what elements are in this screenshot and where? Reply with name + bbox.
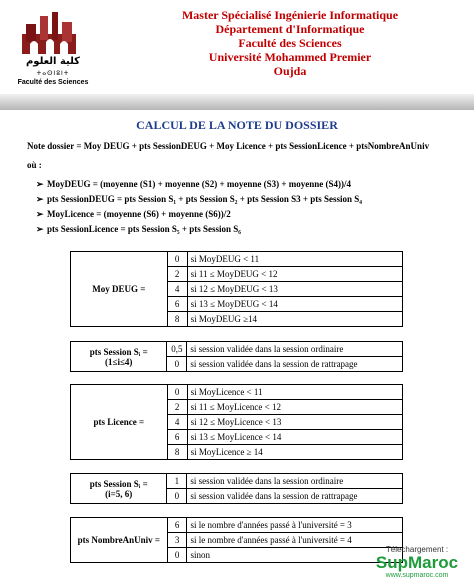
table-cell-value: 4 [167, 415, 187, 430]
table-cell-condition: si session validée dans la session de rattrapage [187, 357, 403, 372]
label-line: pts Session Sᵢ = [89, 478, 148, 489]
list-item [36, 177, 466, 192]
table-cell-value: 6 [167, 518, 187, 533]
logo-arabic-text: كلية العلوم [25, 56, 81, 67]
table-cell-value: 8 [167, 312, 187, 327]
logo-faculty-text: Faculté des Sciences [17, 79, 89, 86]
table-cell-condition: si 11 ≤ MoyDEUG < 12 [187, 267, 402, 282]
table-cell-value: 4 [167, 282, 187, 297]
table-row [71, 474, 403, 489]
header-title-line: Master Spécialisé Ingénierie Informatique [181, 8, 399, 22]
table-row [71, 252, 403, 267]
table-cell-condition: sinon [187, 548, 403, 563]
header-titles [160, 8, 420, 78]
table-row [71, 385, 403, 400]
table-row [71, 518, 403, 533]
supmaroc-watermark[interactable] [362, 545, 472, 579]
table-cell-condition: si 13 ≤ MoyLicence < 14 [187, 430, 402, 445]
watermark-download-text: Télechargement : [385, 545, 449, 554]
table-cell-condition: si session validée dans la session ordinaire [187, 342, 403, 357]
label-line: (1≤i≤4) [105, 356, 133, 367]
session-licence-table [70, 473, 403, 504]
list-item [36, 207, 466, 222]
watermark-brand-text: SupMaroc [375, 553, 459, 572]
table-cell-value: 0 [167, 252, 187, 267]
table-cell-condition: si MoyLicence ≥ 14 [187, 445, 402, 460]
table-cell-condition: si MoyDEUG ≥14 [187, 312, 402, 327]
header-title-line: Université Mohammed Premier [208, 50, 372, 64]
list-item [36, 222, 466, 237]
table-cell-value: 8 [167, 445, 187, 460]
table-cell-condition: si MoyDEUG < 11 [187, 252, 402, 267]
table-cell-condition: si session validée dans la session ordinaire [187, 474, 403, 489]
moy-deug-table [70, 251, 403, 327]
watermark-site-link[interactable]: www.supmaroc.com [385, 572, 449, 579]
moy-deug-label: Moy DEUG = [71, 252, 168, 327]
nombre-an-univ-label: pts NombreAnUniv = [71, 518, 168, 563]
arrow-bullet-icon: ➢ [36, 179, 44, 189]
table-cell-value: 1 [167, 474, 187, 489]
table-cell-value: 0 [167, 489, 187, 504]
table-cell-value: 0 [167, 357, 187, 372]
table-row [71, 342, 403, 357]
intro-formula [27, 137, 457, 175]
faculty-emblem-icon [20, 10, 78, 56]
header-divider-bar [0, 94, 474, 110]
faculty-logo [8, 10, 98, 92]
arrow-bullet-icon: ➢ [36, 194, 44, 204]
session-deug-table [70, 341, 403, 372]
table-cell-condition: si 11 ≤ MoyLicence < 12 [187, 400, 402, 415]
where-text: où : [27, 160, 42, 170]
definition-text: MoyDEUG = (moyenne (S1) + moyenne (S2) + moyenne (S3) + moyenne (S4))/4 [47, 179, 351, 189]
definition-text: pts SessionLicence = pts Session S₅ + pts Session S₆ [47, 224, 241, 234]
table-cell-condition: si session validée dans la session de rattrapage [187, 489, 403, 504]
table-cell-condition: si 12 ≤ MoyDEUG < 13 [187, 282, 402, 297]
table-cell-value: 0 [167, 385, 187, 400]
table-cell-condition: si 13 ≤ MoyDEUG < 14 [187, 297, 402, 312]
header-title-line: Faculté des Sciences [238, 36, 342, 50]
nombre-an-univ-table [70, 517, 403, 563]
table-cell-condition: si 12 ≤ MoyLicence < 13 [187, 415, 402, 430]
list-item [36, 192, 466, 207]
licence-table [70, 384, 403, 460]
table-cell-condition: si le nombre d'années passé à l'université = 3 [187, 518, 403, 533]
formula-text: Note dossier = Moy DEUG + pts SessionDEUG + Moy Licence + pts SessionLicence + ptsNombreAnUniv [27, 141, 430, 151]
table-cell-condition: si le nombre d'années passé à l'université = 4 [187, 533, 403, 548]
header-title-line: Oujda [273, 64, 307, 78]
arrow-bullet-icon: ➢ [36, 224, 44, 234]
definition-text: MoyLicence = (moyenne (S6) + moyenne (S6))/2 [47, 209, 231, 219]
table-cell-value: 6 [167, 430, 187, 445]
session-deug-label [71, 342, 167, 372]
table-cell-value: 2 [167, 267, 187, 282]
label-line: pts Session Sᵢ = [89, 346, 148, 357]
document-header [0, 0, 474, 102]
table-cell-value: 0 [167, 548, 187, 563]
definition-text: pts SessionDEUG = pts Session S₁ + pts Session S₂ + pts Session S3 + pts Session S₄ [47, 194, 362, 204]
licence-label: pts Licence = [71, 385, 168, 460]
logo-tifinagh-text: ⵜⴰⵙⵏⵓⵏⵜ [36, 70, 70, 77]
document-title: CALCUL DE LA NOTE DU DOSSIER [136, 118, 338, 132]
session-licence-label [71, 474, 167, 504]
header-title-line: Département d'Informatique [215, 22, 365, 36]
table-cell-value: 2 [167, 400, 187, 415]
arrow-bullet-icon: ➢ [36, 209, 44, 219]
definitions-list [36, 177, 466, 237]
table-cell-value: 6 [167, 297, 187, 312]
table-cell-condition: si MoyLicence < 11 [187, 385, 402, 400]
table-cell-value: 3 [167, 533, 187, 548]
table-cell-value: 0,5 [167, 342, 187, 357]
label-line: (i=5, 6) [105, 488, 133, 499]
